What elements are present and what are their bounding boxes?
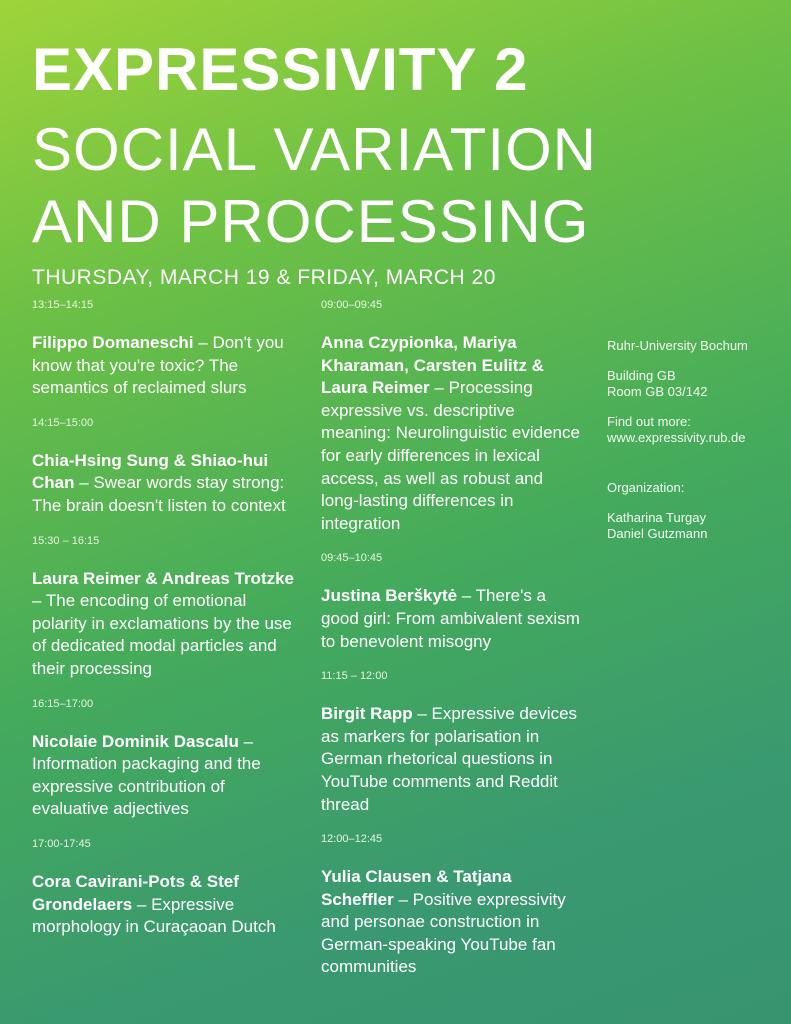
talk-item xyxy=(32,298,297,400)
event-info xyxy=(607,338,787,556)
talk-speakers: Filippo Domaneschi xyxy=(32,333,194,352)
website-link[interactable]: www.expressivity.rub.de xyxy=(607,430,746,445)
talk-speakers: Cora Cavirani-Pots & Stef Grondelaers xyxy=(32,871,239,914)
talk-time: 09:45–10:45 xyxy=(321,552,383,565)
talk-title: Processing expressive vs. descriptive meaning: Neurolinguistic evidence for early differences in lexical access, as well as robust and long-lasting differences in integration xyxy=(321,378,580,533)
subtitle-line-1: SOCIAL VARIATION xyxy=(32,116,597,183)
organizer-name: Daniel Gutzmann xyxy=(607,526,708,541)
talk-speakers: Justina Berškytė xyxy=(321,586,458,606)
talk-item xyxy=(32,697,297,821)
talk-item xyxy=(321,832,583,979)
talk-time: 12:00–12:45 xyxy=(321,833,383,846)
talk-speakers: Nicolaie Dominik Dascalu xyxy=(32,731,239,751)
talk-item xyxy=(321,669,583,816)
talk-time: 17:00-17:45 xyxy=(32,837,91,850)
more-info-label: Find out more: xyxy=(607,414,691,429)
talk-title: Swear words stay strong: The brain doesn't listen to context xyxy=(32,473,286,515)
talk-speakers: Birgit Rapp xyxy=(321,704,413,724)
talk-title: There's a good girl: From ambivalent sexism to benevolent misogny xyxy=(321,586,580,651)
talk-speakers: Chia-Hsing Sung & Shiao-hui Chan xyxy=(32,450,269,493)
friday-schedule xyxy=(321,298,583,995)
organizer-name: Katharina Turgay xyxy=(607,510,707,525)
talk-entry: Nicolaie Dominik Dascalu – Information packaging and the expressive contribution of evaluative adjectives xyxy=(32,731,261,819)
talk-speakers: Laura Reimer & Andreas Trotzke xyxy=(32,568,295,588)
venue-room: Room GB 03/142 xyxy=(607,384,708,399)
talk-speakers: Anna Czypionka, Mariya Kharaman, Carsten Eulitz & Laura Reimer xyxy=(321,333,544,398)
talk-title: Information packaging and the expressive contribution of evaluative adjectives xyxy=(32,754,261,819)
talk-entry: Cora Cavirani-Pots & Stef Grondelaers – Expressive morphology in Curaçaoan Dutch xyxy=(32,871,276,937)
talk-time: 15:30 – 16:15 xyxy=(32,534,100,547)
talk-entry: Yulia Clausen & Tatjana Scheffler – Positive expressivity and personae construction in German-speaking YouTube fan communities xyxy=(321,867,566,977)
talk-time: 11:15 – 12:00 xyxy=(321,670,388,683)
talk-item xyxy=(32,416,297,518)
talk-speakers: Yulia Clausen & Tatjana Scheffler xyxy=(321,867,512,909)
talk-title: Don't you know that you're toxic? The semantics of reclaimed slurs xyxy=(32,333,284,398)
title-main: EXPRESSIVITY 2 xyxy=(32,36,529,103)
talk-entry: Chia-Hsing Sung & Shiao-hui Chan – Swear words stay strong: The brain doesn't listen to context xyxy=(32,450,286,515)
talk-title: Positive expressivity and personae construction in German-speaking YouTube fan communities xyxy=(321,889,566,977)
talk-entry: Filippo Domaneschi – Don't you know that you're toxic? The semantics of reclaimed slurs xyxy=(32,333,284,398)
talk-item xyxy=(321,551,583,653)
talk-title: The encoding of emotional polarity in exclamations by the use of dedicated modal particles and their processing xyxy=(32,591,292,678)
organizers xyxy=(607,510,787,542)
organization-label: Organization: xyxy=(607,480,685,495)
talk-item xyxy=(32,837,297,939)
talk-entry: Birgit Rapp – Expressive devices as markers for polarisation in German rhetorical questions in YouTube comments and Reddit thread xyxy=(321,704,578,814)
event-dates: THURSDAY, MARCH 19 & FRIDAY, MARCH 20 xyxy=(32,266,496,289)
talk-item xyxy=(32,534,297,681)
talk-time: 16:15–17:00 xyxy=(32,697,94,710)
thursday-schedule xyxy=(32,298,297,955)
talk-entry: Laura Reimer & Andreas Trotzke – The encoding of emotional polarity in exclamations by the use of dedicated modal particles and their processing xyxy=(32,568,295,678)
talk-entry: Justina Berškytė – There's a good girl: From ambivalent sexism to benevolent misogny xyxy=(321,586,580,651)
talk-time: 09:00–09:45 xyxy=(321,299,383,311)
talk-title: Expressive morphology in Curaçaoan Dutch xyxy=(32,894,276,937)
venue-building: Building GB xyxy=(607,368,676,383)
talk-entry: Anna Czypionka, Mariya Kharaman, Carsten Eulitz & Laura Reimer – Processing expressive vs. descriptive meaning: Neurolinguistic evidence for early differences in lexical access, as well as robust and long-lasting differences in integration xyxy=(321,333,580,533)
subtitle-line-2: AND PROCESSING xyxy=(32,188,590,255)
title-subtitle xyxy=(32,114,597,258)
venue-university: Ruhr-University Bochum xyxy=(607,338,748,353)
talk-title: Expressive devices as markers for polarisation in German rhetorical questions in YouTube comments and Reddit thread xyxy=(321,704,578,814)
talk-time: 14:15–15:00 xyxy=(32,416,94,429)
more-info xyxy=(607,414,787,446)
talk-item xyxy=(321,298,583,535)
talk-time: 13:15–14:15 xyxy=(32,299,94,311)
venue-location xyxy=(607,368,787,400)
